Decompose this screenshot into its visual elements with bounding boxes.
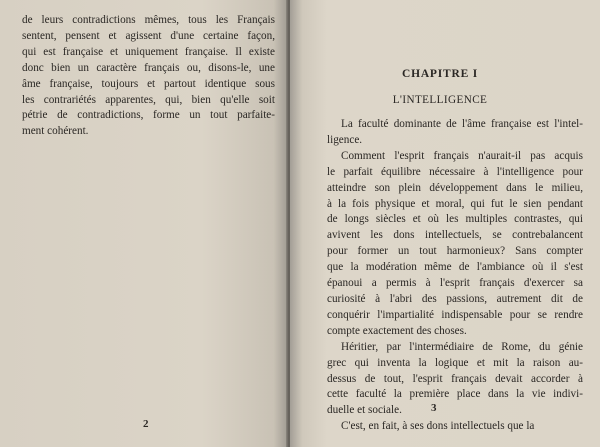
text-line: pétrie de contradictions, forme un tout parfaite- [22, 109, 275, 122]
text-line: ligence. [327, 133, 363, 146]
text-line: ment cohérent. [22, 125, 89, 138]
left-page [0, 0, 288, 447]
text-line: conquérir l'impartialité indispensable pour se rendre [327, 308, 583, 321]
text-line: de longs siècles et où les multiples contrastes, qui [327, 213, 583, 226]
text-line: compte exactement des choses. [327, 324, 467, 337]
page-number: 3 [431, 402, 437, 414]
left-page-body [22, 13, 275, 140]
text-line: La faculté dominante de l'âme française est l'intel- [341, 118, 583, 130]
right-page [290, 0, 600, 447]
text-line: sentent, pensent et agissent d'une certaine façon, [22, 29, 275, 42]
text-line: Comment l'esprit français n'aurait-il pas acquis [341, 149, 583, 162]
text-line: âme française, toujours et partout identique sous [22, 77, 275, 90]
text-line: épanoui a permis à l'esprit français d'exercer sa [327, 277, 583, 290]
text-line: avivent les dons intellectuels, se contrebalancent [327, 229, 583, 242]
page-number: 2 [143, 418, 149, 430]
right-page-body [327, 117, 583, 435]
text-line: cette faculté la première place dans la vie indivi- [327, 388, 583, 401]
text-line: Héritier, par l'intermédiaire de Rome, du génie [341, 340, 583, 353]
text-line: duelle et sociale. [327, 404, 402, 417]
chapter-heading: CHAPITRE I [401, 68, 479, 80]
text-line: que la modération même de l'ambiance où il s'est [327, 261, 583, 274]
text-line: donc bien un caractère français ou, disons-le, une [22, 61, 275, 74]
text-line: les contrariétés apparentes, qui, bien qu'elle soit [22, 93, 275, 106]
text-line: qui est française et uniquement française. Il existe [22, 45, 275, 58]
text-line: C'est, en fait, à ses dons intellectuels que la [341, 420, 535, 433]
text-line: de leurs contradictions mêmes, tous les Français [22, 14, 275, 26]
text-line: grec qui inventa la logique et mit la raison au- [327, 356, 583, 369]
text-line: atteindre son plein développement dans le milieu, [327, 181, 583, 194]
text-line: curiosité à l'abri des passions, autrement dit de [327, 292, 583, 305]
text-line: le parfait équilibre nécessaire à l'intelligence pour [327, 165, 583, 178]
text-line: pour former un tout harmonieux? Sans compter [327, 245, 583, 258]
text-line: dessus de tout, l'esprit français devait accorder à [327, 372, 583, 385]
chapter-title: L'INTELLIGENCE [392, 94, 488, 106]
text-line: à la fois physique et moral, qui fut le sien pendant [327, 197, 583, 210]
